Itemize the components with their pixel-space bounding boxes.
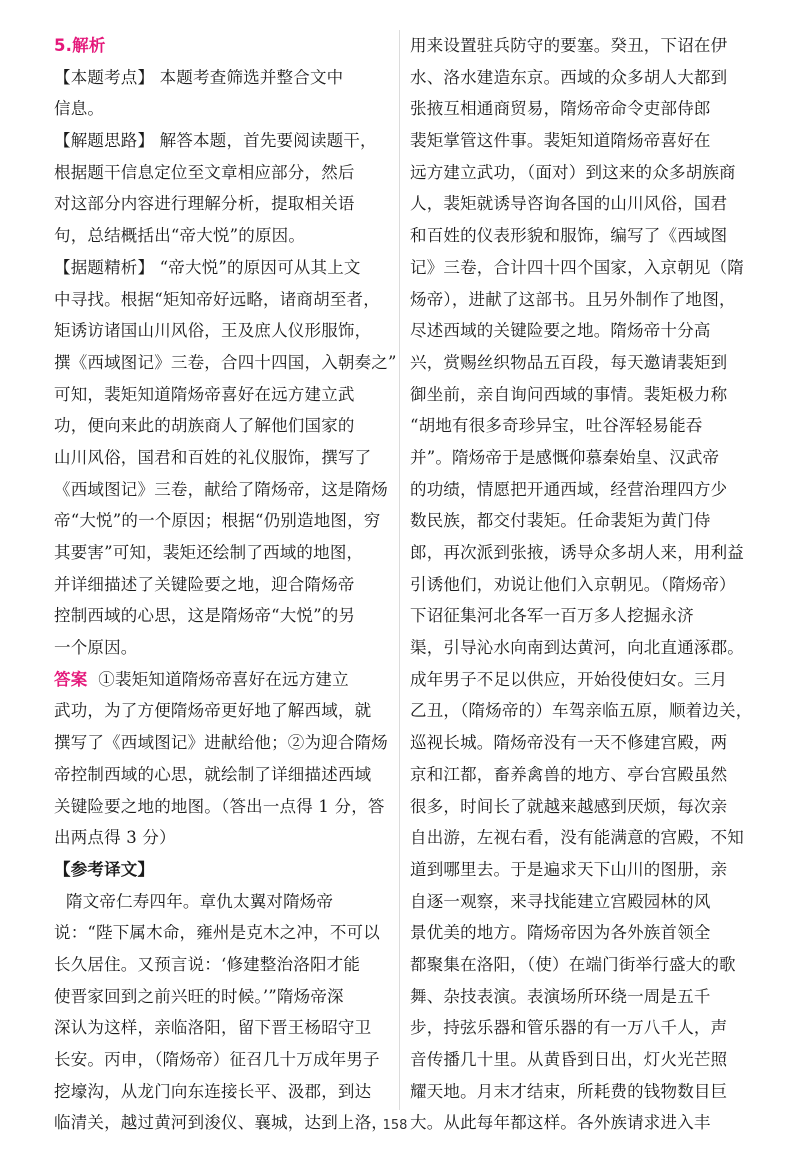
translation-line: 张掖互相通商贸易，隋炀帝命令吏部侍郎: [410, 99, 711, 119]
translation-line: 御坐前，亲自询问西域的事情。裴矩极力称: [410, 384, 728, 404]
text-line: 撰《西域图记》三卷，合四十四国，入朝奏之”: [54, 352, 397, 372]
text-line: 【本题考点】 本题考查筛选并整合文中: [54, 67, 344, 87]
text-line: 句，总结概括出“帝大悦”的原因。: [54, 226, 306, 246]
answer-text-line: 帝控制西域的心思，就绘制了详细描述西域: [54, 764, 372, 784]
translation-line: 耀天地。月末才结束，所耗费的钱物数目巨: [410, 1081, 728, 1101]
translation-line: 说：“陛下属木命，雍州是克木之冲，不可以: [54, 923, 380, 943]
translation-line: 远方建立武功，（面对）到这来的众多胡族商: [410, 162, 736, 182]
text-line: 信息。: [54, 99, 105, 119]
translation-line: 音传播几十里。从黄昏到日出，灯火光芒照: [410, 1050, 728, 1069]
translation-line: 临清关，越过黄河到浚仪、襄城，达到上洛，: [54, 1113, 388, 1133]
translation-line: 大。从此每年都这样。各外族请求进入丰: [410, 1113, 711, 1133]
heading-number: 5.: [54, 36, 73, 55]
text-line: 控制西域的心思，这是隋炀帝“大悦”的另: [54, 606, 356, 626]
translation-line: 并”。隋炀帝于是感慨仰慕秦始皇、汉武帝: [410, 447, 720, 467]
text-line: 根据题干信息定位至文章相应部分，然后: [54, 162, 355, 182]
translation-line: 长安。丙申，（隋炀帝）征召几十万成年男子: [54, 1050, 380, 1069]
answer-text-line: 武功，为了方便隋炀帝更好地了解西域，就: [54, 701, 372, 721]
translation-line: 使晋家回到之前兴旺的时候。’”隋炀帝深: [54, 986, 344, 1006]
text-line: 对这部分内容进行理解分析，提取相关语: [54, 194, 355, 214]
text-line: 帝“大悦”的一个原因；根据“仍别造地图，穷: [54, 511, 381, 531]
translation-line: 乙丑，（隋炀帝的）车驾亲临五原，顺着边关，: [410, 701, 753, 721]
translation-line: 记》三卷，合计四十四个国家，入京朝见（隋: [410, 257, 744, 277]
translation-line: 长久居住。又预言说：‘修建整治洛阳才能: [54, 954, 361, 974]
translation-line: 隋文帝仁寿四年。章仇太翼对隋炀帝: [66, 891, 334, 911]
translation-tag: 【参考译文】: [54, 859, 155, 879]
text-line: 并详细描述了关键险要之地，迎合隋炀帝: [54, 574, 355, 594]
translation-line: 巡视长城。隋炀帝没有一天不修建宫殿，两: [410, 733, 728, 753]
text-line: 【解题思路】 解答本题，首先要阅读题干，: [54, 131, 377, 151]
translation-line: 引诱他们，劝说让他们入京朝见。（隋炀帝）: [410, 574, 736, 594]
translation-line: 的功绩，情愿把开通西域，经营治理四方少: [410, 479, 728, 499]
translation-line: 人，裴矩就诱导咨询各国的山川风俗，国君: [410, 194, 728, 214]
translation-line: 成年男子不足以供应，开始役使妇女。三月: [410, 669, 728, 689]
translation-line: 兴，赏赐丝织物品五百段，每天邀请裴矩到: [410, 352, 728, 372]
text-line: 矩诱访诸国山川风俗，王及庶人仪形服饰，: [54, 321, 372, 341]
translation-line: 步，持弦乐器和管乐器的有一万八千人，声: [410, 1018, 728, 1038]
text-line: 【据题精析】 “帝大悦”的原因可从其上文: [54, 257, 361, 277]
translation-line: 渠，引导沁水向南到达黄河，向北直通涿郡。: [410, 638, 744, 658]
translation-line: 舞、杂技表演。表演场所环绕一周是五千: [410, 986, 711, 1006]
translation-line: 都聚集在洛阳，（使）在端门街举行盛大的歌: [410, 954, 736, 974]
translation-line: 景优美的地方。隋炀帝因为各外族首领全: [410, 923, 711, 943]
heading-label: 解析: [72, 36, 106, 55]
translation-line: “胡地有很多奇珍异宝，吐谷浑轻易能吞: [410, 416, 703, 436]
text-line: 中寻找。根据“矩知帝好远略，诸商胡至者，: [54, 289, 380, 309]
translation-line: 自逐一观察，来寻找能建立宫殿园林的风: [410, 891, 711, 911]
translation-line: 道到哪里去。于是遍求天下山川的图册，亲: [410, 859, 728, 879]
page-number: 158: [382, 1118, 408, 1133]
answer-text-line: 关键险要之地的地图。（答出一点得 1 分，答: [54, 796, 385, 816]
answer-text-line: 撰写了《西域图记》进献给他；②为迎合隋炀: [54, 733, 388, 753]
right-column: [410, 30, 756, 1139]
translation-line: 京和江都，畜养禽兽的地方、亭台宫殿虽然: [410, 764, 728, 784]
translation-line: 自出游，左视右看，没有能满意的宫殿，不知: [410, 828, 744, 848]
left-column: [54, 30, 399, 1139]
translation-line: 郎，再次派到张掖，诱导众多胡人来，用利益: [410, 543, 744, 562]
answer-label: 答案: [54, 669, 88, 689]
translation-line: 数民族，都交付裴矩。任命裴矩为黄门侍: [410, 511, 711, 531]
translation-line: 很多，时间长了就越来越感到厌烦，每次亲: [410, 796, 728, 816]
text-line: 可知，裴矩知道隋炀帝喜好在远方建立武: [54, 384, 355, 404]
text-line: 一个原因。: [54, 638, 138, 658]
answer-text: ①裴矩知道隋炀帝喜好在远方建立: [98, 669, 349, 689]
translation-line: 用来设置驻兵防守的要塞。癸丑，下诏在伊: [410, 36, 728, 55]
text-line: 山川风俗，国君和百姓的礼仪服饰，撰写了: [54, 447, 372, 467]
column-divider: [399, 30, 400, 1110]
answer-text-line: 出两点得 3 分）: [54, 828, 176, 848]
text-line: 其要害”可知，裴矩还绘制了西域的地图，: [54, 543, 364, 562]
translation-line: 炀帝），进献了这部书。且另外制作了地图，: [410, 289, 736, 309]
translation-line: 挖壕沟，从龙门向东连接长平、汲郡，到达: [54, 1081, 372, 1101]
translation-line: 和百姓的仪表形貌和服饰，编写了《西域图: [410, 226, 728, 246]
translation-line: 水、洛水建造东京。西域的众多胡人大都到: [410, 67, 728, 87]
section-heading: [54, 30, 399, 62]
translation-line: 裴矩掌管这件事。裴矩知道隋炀帝喜好在: [410, 131, 711, 151]
translation-line: 尽述西域的关键险要之地。隋炀帝十分高: [410, 321, 711, 341]
translation-line: 深认为这样，亲临洛阳，留下晋王杨昭守卫: [54, 1018, 372, 1038]
answer-line: [54, 664, 399, 696]
translation-line: 下诏征集河北各军一百万多人挖掘永济: [410, 606, 694, 626]
text-line: 《西域图记》三卷，献给了隋炀帝，这是隋炀: [54, 479, 388, 499]
text-line: 功，便向来此的胡族商人了解他们国家的: [54, 416, 355, 436]
